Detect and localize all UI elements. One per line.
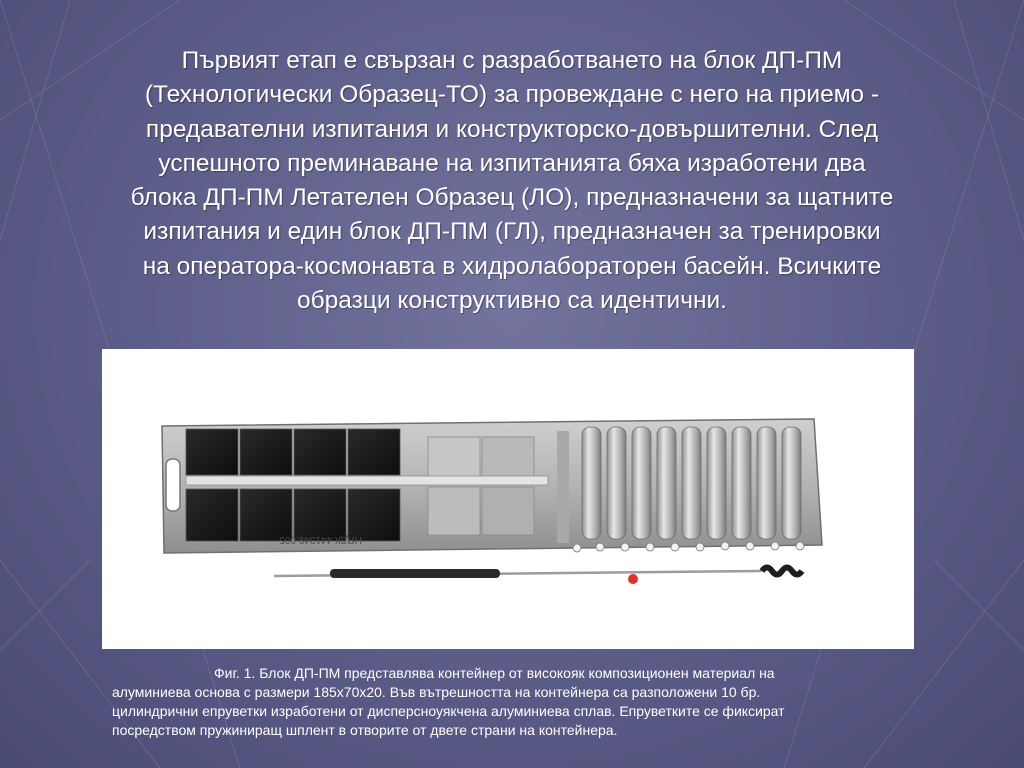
caption-line: Фиг. 1. Блок ДП-ПМ представлява контейнер от високояк композиционен материал на	[214, 665, 775, 681]
main-text-line: Първият етап е свързан с разработването на блок ДП-ПМ	[181, 47, 843, 74]
divider-rail	[186, 476, 548, 485]
main-text-line: успешното преминаване на изпитанията бяха изработени два	[158, 149, 866, 177]
caption-line: посредством пружиниращ шплент в отворите от двете страни на контейнера.	[112, 722, 618, 738]
main-text-line: на оператора-космонавта в хидролабораторен басейн. Всичките	[142, 252, 882, 280]
main-text-line: блока ДП-ПМ Летателен Образец (ЛО), предназначени за щатните	[130, 184, 894, 212]
engraved-label: НЯДК 441349.005	[279, 534, 362, 545]
figure-caption	[112, 664, 952, 740]
test-tubes	[582, 427, 801, 539]
main-text-line: образци конструктивно са идентични.	[296, 287, 727, 315]
dp-pm-container-illustration	[102, 349, 914, 649]
spring-pin-rod	[274, 568, 802, 585]
main-text-line: предавателни изпитания и конструкторско-довършителни. След	[145, 115, 879, 143]
caption-line: цилиндрични епруветки изработени от дисперсноуякчена алуминиева сплав. Епруветките се фиксират	[112, 703, 785, 719]
container-photo	[102, 349, 914, 649]
handle-slot	[166, 459, 180, 511]
main-paragraph	[40, 44, 984, 318]
main-text-line: изпитания и един блок ДП-ПМ (ГЛ), предназначен за тренировки	[143, 218, 881, 246]
caption-line: алуминиева основа с размери 185x70x20. Във вътрешността на контейнера са разположени 10 бр.	[112, 684, 761, 700]
main-text-line: (Технологически Образец-ТО) за провеждане с него на приемо -	[144, 81, 880, 109]
